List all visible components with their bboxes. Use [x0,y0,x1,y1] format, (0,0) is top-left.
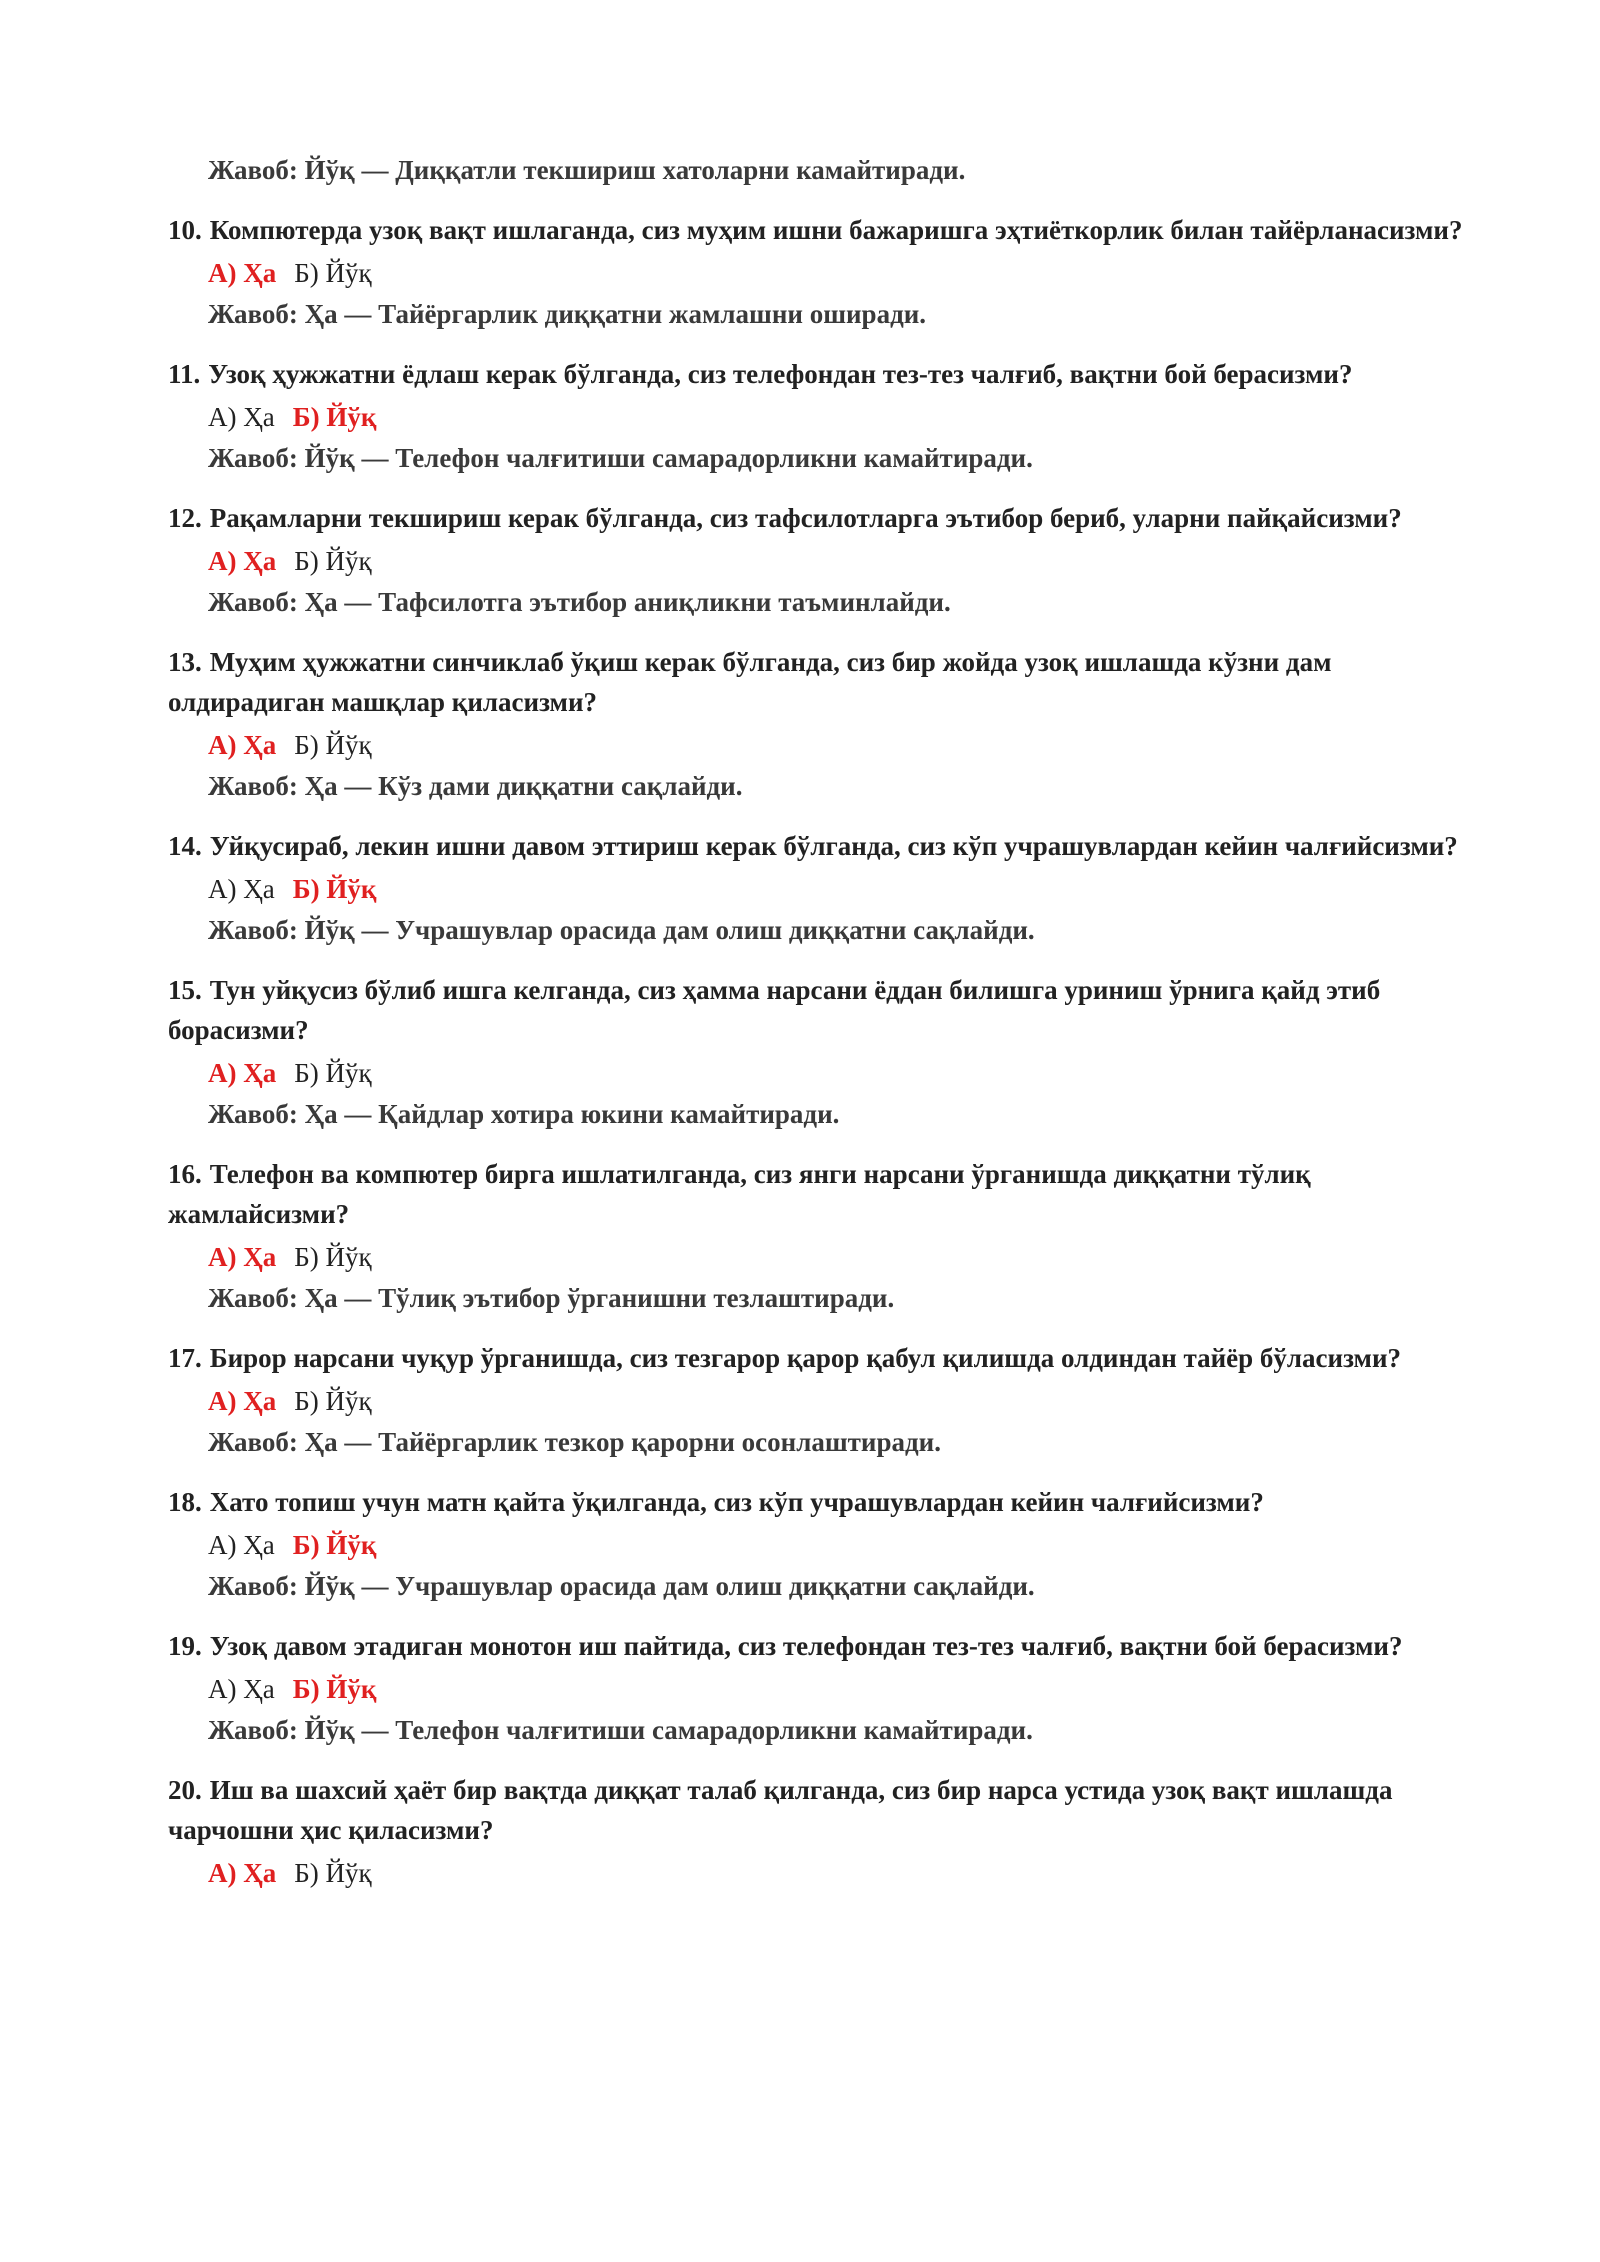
answer-line: Жавоб: Ҳа — Қайдлар хотира юкини камайтиради. [208,1099,840,1129]
document-page [168,150,1468,1894]
question-text [168,1770,1468,1850]
question-body: Муҳим ҳужжатни синчиклаб ўқиш керак бўлганда, сиз бир жойда узоқ ишлашда кўзни дам олдирадиган машқлар қиласизми? [168,647,1332,717]
question-item [168,1338,1468,1462]
option-a[interactable]: А) Ҳа [208,1530,275,1560]
question-text [168,354,1468,394]
option-a[interactable]: А) Ҳа [208,874,275,904]
question-text [168,970,1468,1050]
question-item [168,826,1468,950]
question-body: Узоқ ҳужжатни ёдлаш керак бўлганда, сиз телефондан тез-тез чалғиб, вақтни бой берасизми? [208,359,1353,389]
question-number: 11. [168,359,201,389]
question-number: 14. [168,831,202,861]
answer-options [208,1236,1468,1278]
question-body: Рақамларни текшириш керак бўлганда, сиз тафсилотларга эътибор бериб, уларни пайқайсизми? [209,503,1402,533]
answer-line-9: Жавоб: Йўқ — Диққатли текшириш хатоларни камайтиради. [208,155,966,185]
answer-line: Жавоб: Ҳа — Тўлиқ эътибор ўрганишни тезлаштиради. [208,1283,895,1313]
question-number: 16. [168,1159,202,1189]
question-body: Тун уйқусиз бўлиб ишга келганда, сиз ҳамма нарсани ёддан билишга уриниш ўрнига қайд этиб борасизми? [168,975,1381,1045]
question-number: 20. [168,1775,202,1805]
option-b[interactable]: Б) Йўқ [294,1858,372,1888]
answer-options [208,1524,1468,1566]
question-item [168,1154,1468,1318]
option-a[interactable]: А) Ҳа [208,1242,277,1272]
option-a[interactable]: А) Ҳа [208,1858,277,1888]
question-number: 15. [168,975,202,1005]
question-number: 17. [168,1343,202,1373]
answer-options [208,868,1468,910]
question-number: 10. [168,215,202,245]
question-text [168,210,1468,250]
option-b[interactable]: Б) Йўқ [292,1674,377,1704]
question-number: 12. [168,503,202,533]
answer-options [208,1380,1468,1422]
answer-options [208,724,1468,766]
answer-options [208,1852,1468,1894]
answer-options [208,252,1468,294]
question-item [168,354,1468,478]
question-body: Узоқ давом этадиган монотон иш пайтида, сиз телефондан тез-тез чалғиб, вақтни бой берасизми? [209,1631,1403,1661]
answer-line: Жавоб: Ҳа — Тафсилотга эътибор аниқликни таъминлайди. [208,587,951,617]
option-b[interactable]: Б) Йўқ [294,1058,372,1088]
answer-options [208,540,1468,582]
option-b[interactable]: Б) Йўқ [292,1530,377,1560]
question-item [168,1770,1468,1894]
question-text [168,1482,1468,1522]
answer-line: Жавоб: Ҳа — Кўз дами диққатни сақлайди. [208,771,743,801]
answer-options [208,1668,1468,1710]
option-b[interactable]: Б) Йўқ [294,730,372,760]
option-a[interactable]: А) Ҳа [208,1386,277,1416]
question-item [168,210,1468,334]
option-a[interactable]: А) Ҳа [208,1058,277,1088]
answer-line: Жавоб: Йўқ — Учрашувлар орасида дам олиш диққатни сақлайди. [208,1571,1035,1601]
answer-options [208,1052,1468,1094]
question-item [168,1482,1468,1606]
answer-line: Жавоб: Йўқ — Телефон чалғитиши самарадорликни камайтиради. [208,1715,1033,1745]
question-text [168,1626,1468,1666]
question-text [168,642,1468,722]
question-body: Телефон ва компютер бирга ишлатилганда, сиз янги нарсани ўрганишда диққатни тўлиқ жамлайсизми? [168,1159,1311,1229]
answer-options [208,396,1468,438]
question-list [168,210,1468,1894]
question-body: Компютерда узоқ вақт ишлаганда, сиз муҳим ишни бажаришга эҳтиёткорлик билан тайёрланасизми? [209,215,1463,245]
option-b[interactable]: Б) Йўқ [294,546,372,576]
option-a[interactable]: А) Ҳа [208,402,275,432]
question-body: Иш ва шахсий ҳаёт бир вақтда диққат талаб қилганда, сиз бир нарса устида узоқ вақт ишлашда чарчошни ҳис қиласизми? [168,1775,1393,1845]
answer-line: Жавоб: Ҳа — Тайёргарлик диққатни жамлашни оширади. [208,299,927,329]
option-b[interactable]: Б) Йўқ [294,1242,372,1272]
answer-line: Жавоб: Ҳа — Тайёргарлик тезкор қарорни осонлаштиради. [208,1427,941,1457]
question-text [168,1338,1468,1378]
answer-line: Жавоб: Йўқ — Учрашувлар орасида дам олиш диққатни сақлайди. [208,915,1035,945]
question-body: Хато топиш учун матн қайта ўқилганда, сиз кўп учрашувлардан кейин чалғийсизми? [209,1487,1264,1517]
option-a[interactable]: А) Ҳа [208,546,277,576]
question-body: Уйқусираб, лекин ишни давом эттириш керак бўлганда, сиз кўп учрашувлардан кейин чалғийсизми? [209,831,1458,861]
answer-line: Жавоб: Йўқ — Телефон чалғитиши самарадорликни камайтиради. [208,443,1033,473]
option-b[interactable]: Б) Йўқ [292,874,377,904]
question-text [168,1154,1468,1234]
question-number: 18. [168,1487,202,1517]
option-a[interactable]: А) Ҳа [208,258,277,288]
question-text [168,826,1468,866]
option-a[interactable]: А) Ҳа [208,1674,275,1704]
question-item [168,970,1468,1134]
question-item [168,498,1468,622]
question-item [168,1626,1468,1750]
question-text [168,498,1468,538]
question-body: Бирор нарсани чуқур ўрганишда, сиз тезгарор қарор қабул қилишда олдиндан тайёр бўласизми? [209,1343,1402,1373]
option-a[interactable]: А) Ҳа [208,730,277,760]
question-item [168,642,1468,806]
question-number: 13. [168,647,202,677]
option-b[interactable]: Б) Йўқ [294,258,372,288]
option-b[interactable]: Б) Йўқ [292,402,377,432]
option-b[interactable]: Б) Йўқ [294,1386,372,1416]
question-number: 19. [168,1631,202,1661]
